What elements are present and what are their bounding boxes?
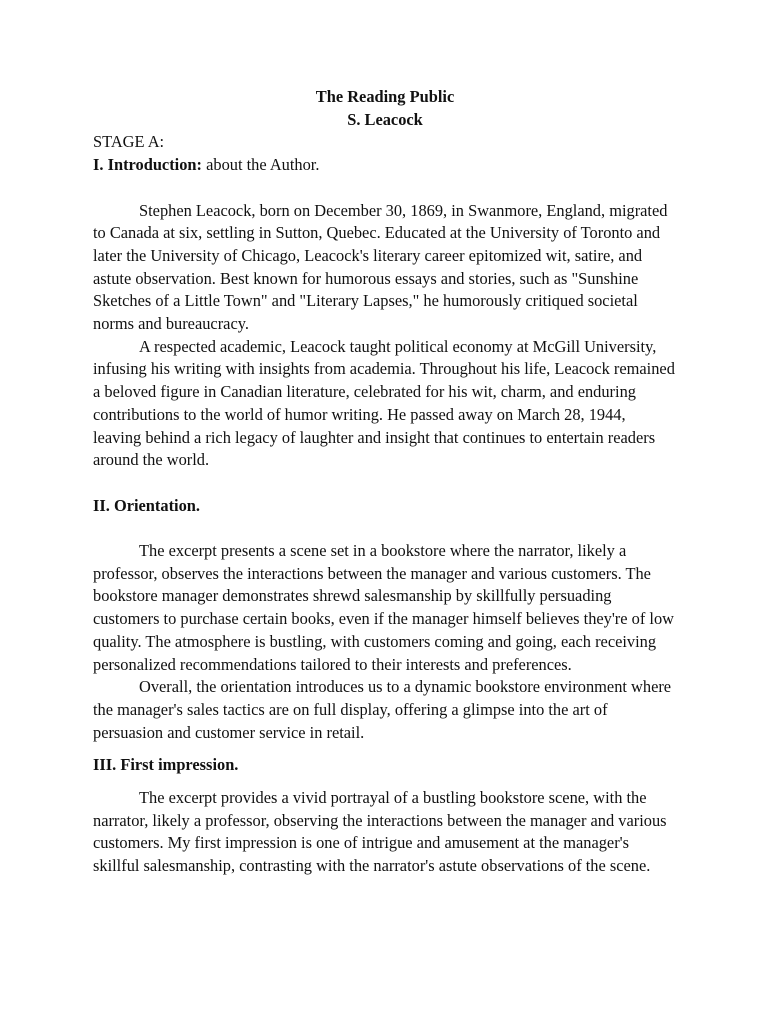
section-3-heading: III. First impression. [93, 755, 239, 775]
spacer [93, 744, 677, 754]
section-1-paragraph-1: Stephen Leacock, born on December 30, 1869, in Swanmore, England, migrated to Canada at six, settling in Sutton, Quebec. Educated at the University of Toronto and later the University of Chicago, Leacock's literary career epitomized wit, satire, and astute observation. Best known for humorous essays and stories, such as "Sunshine Sketches of a Little Town" and "Literary Lapses," he humorously critiqued societal norms and bureaucracy. [93, 200, 668, 334]
document-author: S. Leacock [347, 109, 423, 129]
document-title: The Reading Public [315, 87, 455, 106]
section-3-paragraph-1: The excerpt provides a vivid portrayal of a bustling bookstore scene, with the narrator, likely a professor, observing the interactions between the manager and various customers. My first impression is one of intrigue and amusement at the manager's skillful salesmanship, contrasting with the narrator's astute observations of the scene. [93, 788, 667, 876]
section-1-heading-line [93, 154, 677, 177]
stage-label: STAGE A: [93, 132, 165, 152]
section-2-paragraph-2: Overall, the orientation introduces us to a dynamic bookstore environment where the manager's sales tactics are on full display, offering a glimpse into the art of persuasion and customer service in retail. [93, 677, 672, 742]
section-1-heading: I. Introduction: [93, 155, 202, 175]
section-1-paragraph-2: A respected academic, Leacock taught political economy at McGill University, infusing his writing with insights from academia. Throughout his life, Leacock remained a beloved figure in Canadian literature, celebrated for his wit, charm, and enduring contributions to the world of humor writing. He passed away on March 28, 1944, leaving behind a rich legacy of laughter and insight that continues to entertain readers around the world. [93, 336, 675, 470]
spacer [93, 472, 677, 495]
spacer [93, 777, 677, 787]
spacer [93, 177, 677, 200]
section-1-heading-rest: about the Author. [202, 155, 320, 175]
document-page [93, 86, 677, 878]
spacer [93, 517, 677, 540]
section-2-heading: II. Orientation. [93, 495, 200, 515]
section-2-paragraph-1: The excerpt presents a scene set in a bookstore where the narrator, likely a professor, observes the interactions between the manager and various customers. The bookstore manager demonstrates shrewd salesmanship by skillfully persuading customers to purchase certain books, even if the manager himself believes they're of low quality. The atmosphere is bustling, with customers coming and going, each receiving personalized recommendations tailored to their interests and preferences. [93, 541, 674, 674]
